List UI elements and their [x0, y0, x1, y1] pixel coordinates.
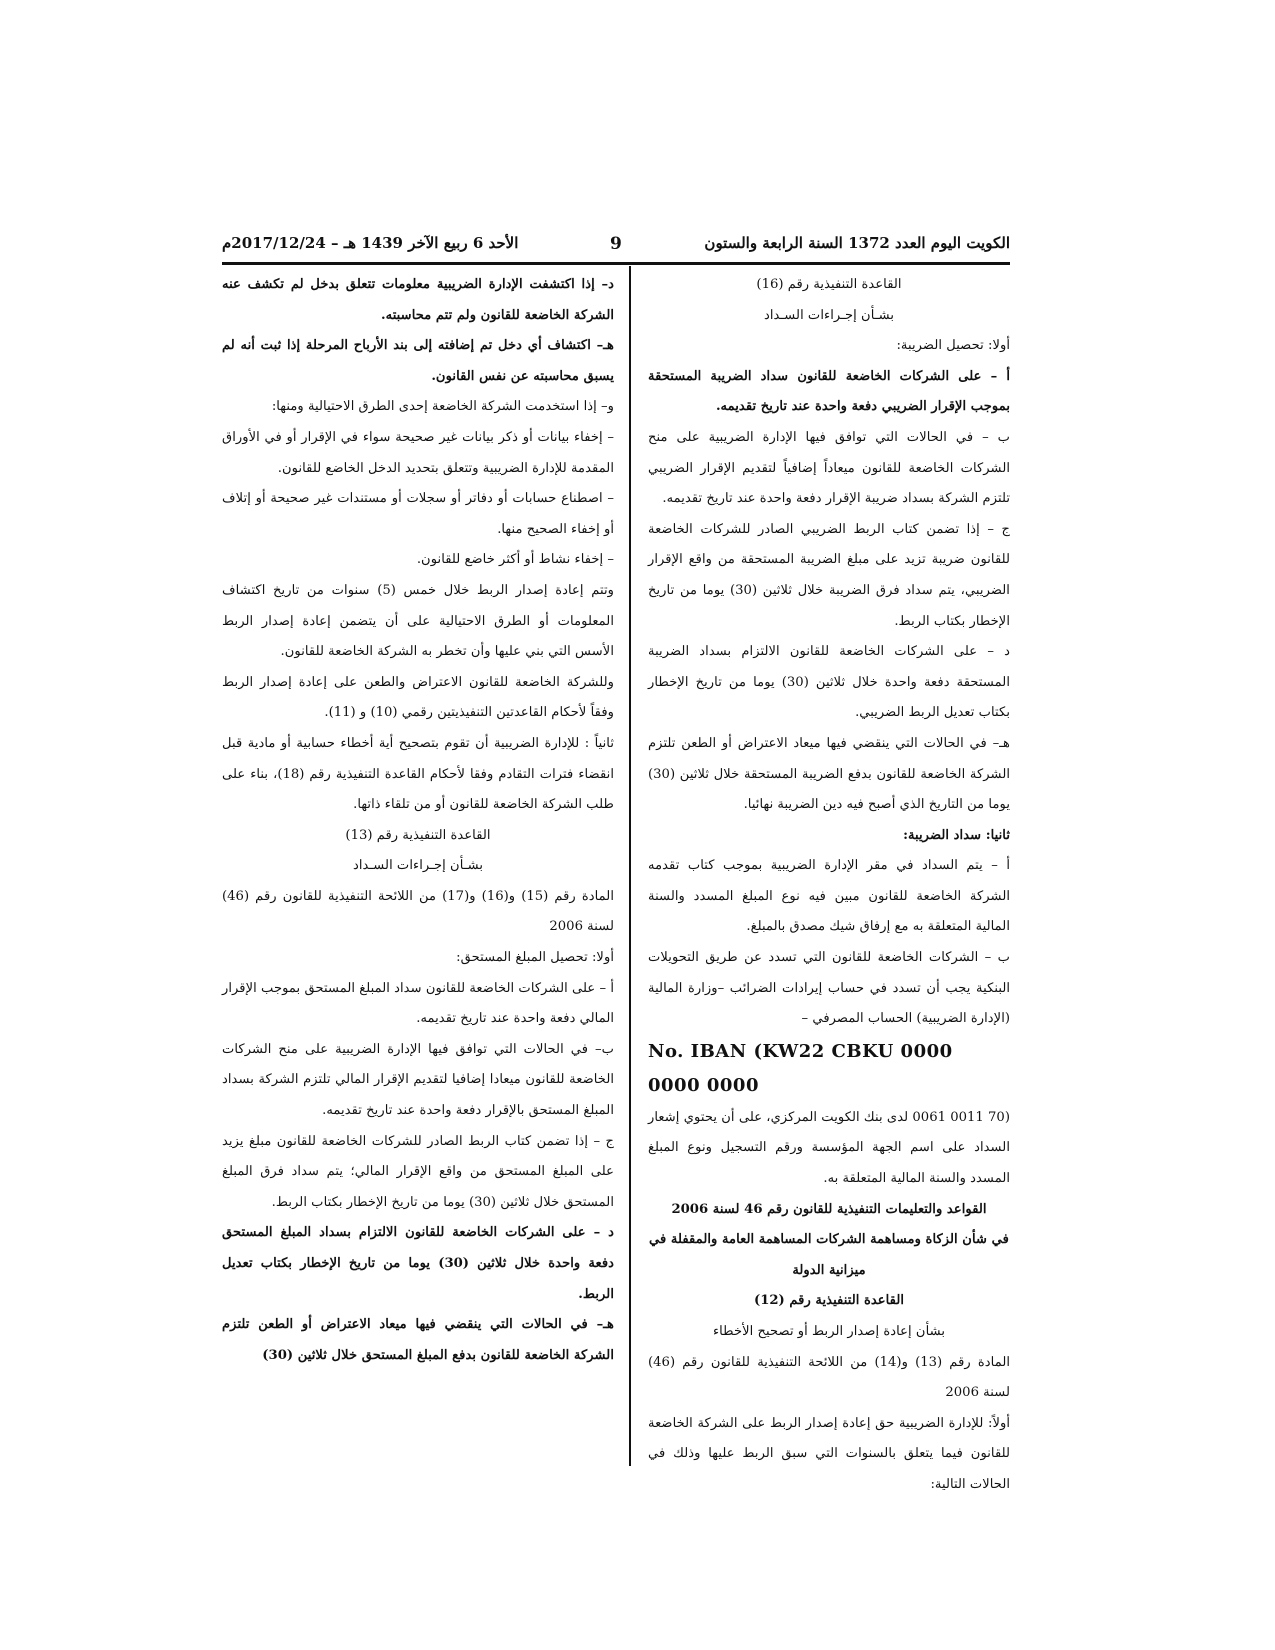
paragraph: – إخفاء بيانات أو ذكر بيانات غير صحيحة سواء في الإقرار أو في الأوراق المقدمة للإدارة الضريبية وتتعلق بتحديد الدخل الخاضع للقانون.	[222, 429, 614, 476]
paragraph: أ – على الشركات الخاضعة للقانون سداد المبلغ المستحق بموجب الإقرار المالي دفعة واحدة عند تاريخ تقديمه.	[222, 980, 614, 1027]
column-divider	[629, 266, 631, 1466]
paragraph: وللشركة الخاضعة للقانون الاعتراض والطعن على إعادة إصدار الربط وفقاً لأحكام القاعدتين التنفيذيتين رقمي (10) و (11).	[222, 674, 614, 721]
page-number: 9	[610, 234, 622, 254]
article-reference: المادة رقم (13) و(14) من اللائحة التنفيذية للقانون رقم (46) لسنة 2006	[648, 1354, 1010, 1401]
paragraph: (70 0011 0061 لدى بنك الكويت المركزي، على أن يحتوي إشعار السداد على اسم الجهة المؤسسة ورقم التسجيل ونوع المبلغ المسدد والسنة المالية المتعلقة به.	[648, 1109, 1010, 1187]
right-column	[648, 270, 1010, 1501]
paragraph: هـ– في الحالات التي ينقضي فيها ميعاد الاعتراض أو الطعن تلتزم الشركة الخاضعة للقانون بدفع المبلغ المستحق خلال ثلاثين (30)	[222, 1317, 614, 1363]
paragraph: و– إذا استخدمت الشركة الخاضعة إحدى الطرق الاحتيالية ومنها:	[271, 399, 614, 415]
section-heading: أولا: تحصيل المبلغ المستحق:	[456, 950, 614, 966]
paragraph: ثانياً : للإدارة الضريبية أن تقوم بتصحيح أية أخطاء حسابية أو مادية قبل انقضاء فترات التقادم وفقا لأحكام القاعدة التنفيذية رقم (18)، بناء على طلب الشركة الخاضعة للقانون أو من تلقاء ذاتها.	[222, 735, 614, 813]
paragraph: أ – يتم السداد في مقر الإدارة الضريبية بموجب كتاب تقدمه الشركة الخاضعة للقانون مبين فيه نوع المبلغ المسدد والسنة المالية المتعلقة به مع إرفاق شيك مصدق بالمبلغ.	[648, 858, 1010, 935]
paragraph: د – على الشركات الخاضعة للقانون الالتزام بسداد المبلغ المستحق دفعة واحدة خلال ثلاثين (30) يوما من تاريخ الإخطار بكتاب تعديل الربط.	[222, 1225, 614, 1302]
paragraph: ب– في الحالات التي توافق فيها الإدارة الضريبية على منح الشركات الخاضعة للقانون ميعادا إضافيا لتقديم الإقرار المالي تلتزم الشركة بسداد المبلغ المستحق بالإقرار دفعة واحدة عند تاريخ تقديمه.	[222, 1041, 614, 1119]
section-heading: ثانيا: سداد الضريبة:	[903, 827, 1010, 843]
paragraph: ب – الشركات الخاضعة للقانون التي تسدد عن طريق التحويلات البنكية يجب أن تسدد في حساب إيرادات الضرائب –وزارة المالية (الإدارة الضريبية) الحساب المصرفي –	[648, 950, 1010, 1027]
rule-13-title: القاعدة التنفيذية رقم (13)	[345, 827, 491, 843]
left-column	[222, 270, 614, 1371]
gazette-issue-info: الكويت اليوم العدد 1372 السنة الرابعة والستون	[704, 234, 1010, 252]
paragraph: – إخفاء نشاط أو أكثر خاضع للقانون.	[416, 552, 614, 568]
header-rule	[222, 262, 1010, 265]
section-heading: أولا: تحصيل الضريبة:	[896, 338, 1010, 354]
rule-13-subtitle: بشـأن إجـراءات السـداد	[352, 858, 484, 874]
article-reference: المادة رقم (15) و(16) و(17) من اللائحة التنفيذية للقانون رقم (46) لسنة 2006	[222, 888, 614, 935]
law-title: القواعد والتعليمات التنفيذية للقانون رقم 46 لسنة 2006	[671, 1201, 987, 1217]
paragraph: د– إذا اكتشفت الإدارة الضريبية معلومات تتعلق بدخل لم تكشف عنه الشركة الخاضعة للقانون ولم تتم محاسبته.	[222, 277, 614, 323]
paragraph: – اصطناع حسابات أو دفاتر أو سجلات أو مستندات غير صحيحة أو إتلاف أو إخفاء الصحيح منها.	[222, 491, 614, 537]
publication-date: الأحد 6 ربيع الآخر 1439 هـ – 2017/12/24م	[222, 234, 519, 252]
paragraph: أولاً: للإدارة الضريبية حق إعادة إصدار الربط على الشركة الخاضعة للقانون فيما يتعلق بالسنوات التي سبق الربط عليها وذلك في الحالات التالية:	[648, 1415, 1010, 1492]
paragraph: هـ– في الحالات التي ينقضي فيها ميعاد الاعتراض أو الطعن تلتزم الشركة الخاضعة للقانون بدفع الضريبة المستحقة خلال ثلاثين (30) يوما من التاريخ الذي أصبح فيه دين الضريبة نهائيا.	[648, 735, 1010, 813]
iban-line: No. IBAN (KW22 CBKU 0000 0000 0000	[648, 1040, 953, 1096]
law-subtitle: في شأن الزكاة ومساهمة الشركات المساهمة العامة والمقفلة في ميزانية الدولة	[649, 1232, 1009, 1278]
rule-12-subtitle: بشأن إعادة إصدار الربط أو تصحيح الأخطاء	[712, 1324, 946, 1339]
rule-16-title: القاعدة التنفيذية رقم (16)	[756, 277, 902, 292]
paragraph: هـ– اكتشاف أي دخل تم إضافته إلى بند الأرباح المرحلة إذا ثبت أنه لم يسبق محاسبته عن نفس القانون.	[222, 338, 614, 384]
paragraph: ج – إذا تضمن كتاب الربط الضريبي الصادر للشركات الخاضعة للقانون ضريبة تزيد على مبلغ الضريبة المستحقة من واقع الإقرار الضريبي، يتم سداد فرق الضريبة خلال ثلاثين (30) يوما من تاريخ الإخطار بكتاب الربط.	[648, 521, 1010, 629]
paragraph: ج – إذا تضمن كتاب الربط الصادر للشركات الخاضعة للقانون مبلغ يزيد على المبلغ المستحق من واقع الإقرار المالي؛ يتم سداد فرق المبلغ المستحق خلال ثلاثين (30) يوما من تاريخ الإخطار بكتاب الربط.	[222, 1133, 614, 1210]
paragraph: د – على الشركات الخاضعة للقانون الالتزام بسداد الضريبة المستحقة دفعة واحدة خلال ثلاثين (30) يوما من تاريخ الإخطار بكتاب تعديل الربط الضريبي.	[648, 644, 1010, 721]
rule-12-title: القاعدة التنفيذية رقم (12)	[753, 1293, 905, 1309]
rule-16-subtitle: بشـأن إجـراءات السـداد	[763, 307, 895, 323]
paragraph: أ – على الشركات الخاضعة للقانون سداد الضريبة المستحقة بموجب الإقرار الضريبي دفعة واحدة عند تاريخ تقديمه.	[648, 368, 1010, 415]
paragraph: وتتم إعادة إصدار الربط خلال خمس (5) سنوات من تاريخ اكتشاف المعلومات أو الطرق الاحتيالية على أن يتضمن إعادة إصدار الربط الأسس التي بني عليها وأن تخطر به الشركة الخاضعة للقانون.	[222, 582, 614, 660]
paragraph: ب – في الحالات التي توافق فيها الإدارة الضريبية على منح الشركات الخاضعة للقانون ميعاداً إضافياً لتقديم الإقرار الضريبي تلتزم الشركة بسداد ضريبة الإقرار دفعة واحدة عند تاريخ تقديمه.	[648, 429, 1010, 507]
page-header	[222, 232, 1010, 258]
